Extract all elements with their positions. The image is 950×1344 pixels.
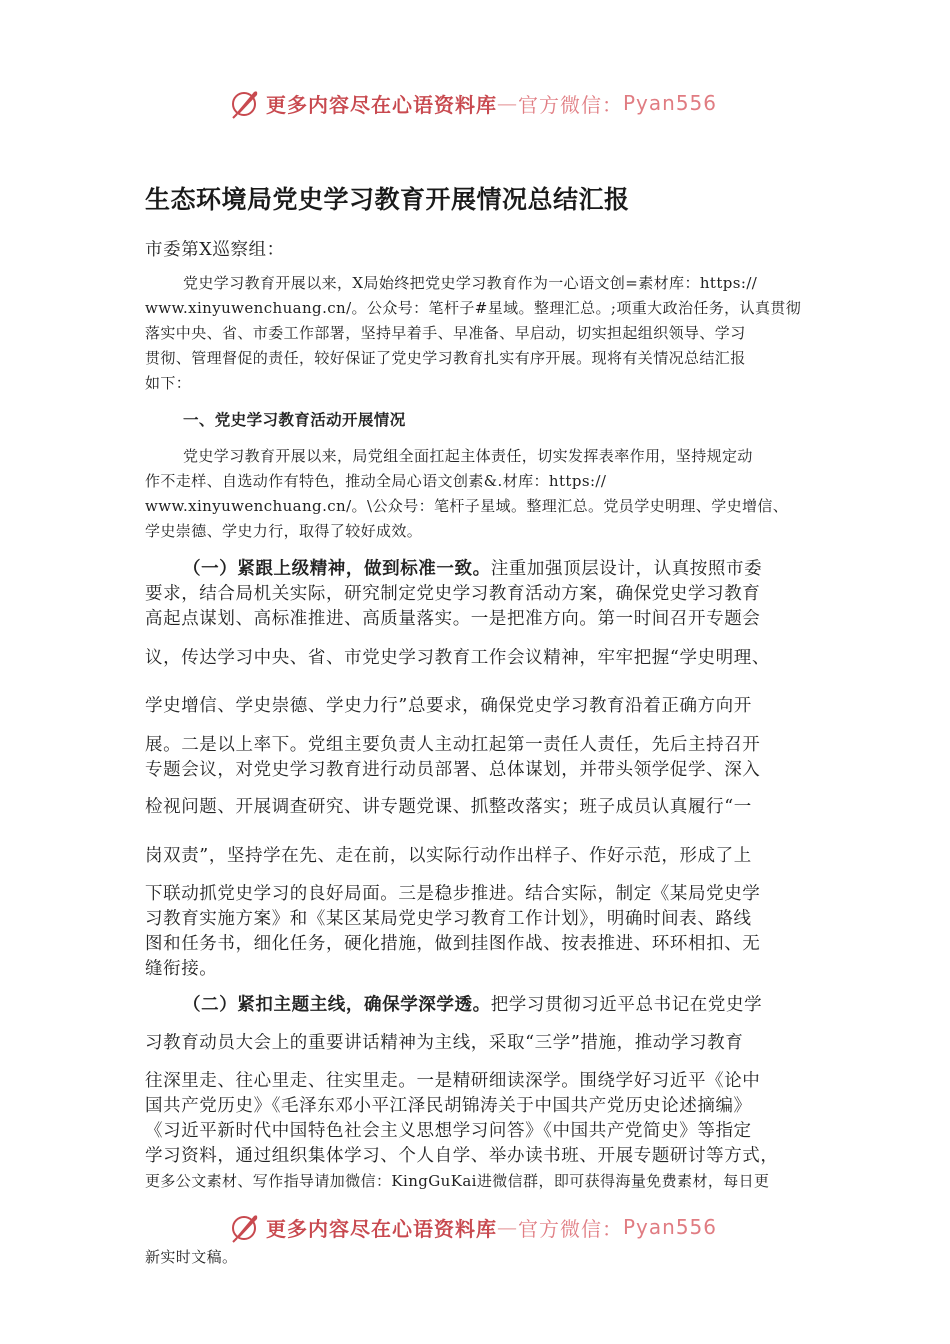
section1-intro-line: 学史崇德、学史力行，取得了较好成效。: [145, 522, 423, 540]
part1-line: 专题会议，对党史学习教育进行动员部署、总体谋划，并带头领学促学、深入: [145, 760, 761, 780]
intro-line: 党史学习教育开展以来，X局始终把党史学习教育作为一心语文创=素材库：https://: [183, 274, 758, 292]
salutation: 市委第X巡察组：: [145, 240, 285, 260]
banner-wechat-label: 官方微信：: [518, 1216, 623, 1241]
part1-line: 议，传达学习中央、省、市党史学习教育工作会议精神，牢牢把握“学史明理、: [145, 648, 770, 668]
part1-line: 缝衔接。: [145, 959, 218, 979]
banner-main-text: 更多内容尽在心语资料库: [266, 92, 497, 117]
intro-line: 贯彻、管理督促的责任，较好保证了党史学习教育扎实有序开展。现将有关情况总结汇报: [145, 349, 746, 367]
banner-main-text: 更多内容尽在心语资料库: [266, 1216, 497, 1241]
section-heading: 一、党史学习教育活动开展情况: [183, 411, 406, 429]
part2-lead: （二）紧扣主题主线，确保学深学透。: [183, 995, 491, 1015]
section1-intro-line: 作不走样、自选动作有特色，推动全局心语文创素&.材库：https://: [145, 472, 607, 490]
part2-line: 学习资料，通过组织集体学习、个人自学、举办读书班、开展专题研讨等方式，: [145, 1146, 779, 1166]
section1-intro-line: 党史学习教育开展以来，局党组全面扛起主体责任，切实发挥表率作用，坚持规定动: [183, 447, 753, 465]
intro-line: 落实中央、省、市委工作部署，坚持早着手、早准备、早启动，切实担起组织领导、学习: [145, 324, 746, 342]
quill-logo-icon: [228, 1210, 262, 1244]
banner-wechat-id: Pyan556: [623, 1215, 718, 1239]
part1-line: 下联动抓党史学习的良好局面。三是稳步推进。结合实际，制定《某局党史学: [145, 884, 761, 904]
part1-lead: （一）紧跟上级精神，做到标准一致。: [183, 559, 491, 579]
intro-line: 如下：: [145, 374, 192, 392]
part2-line: 习教育动员大会上的重要讲话精神为主线，采取“三学”措施，推动学习教育: [145, 1033, 744, 1053]
part2-line: 往深里走、往心里走、往实里走。一是精研细读深学。围绕学好习近平《论中: [145, 1071, 761, 1091]
part2-first-rest: 把学习贯彻习近平总书记在党史学: [490, 995, 763, 1015]
banner-wechat-label: 官方微信：: [518, 92, 623, 117]
banner-separator: —: [497, 91, 518, 115]
quill-logo-icon: [228, 86, 262, 120]
footer-promo-continuation: 新实时文稿。: [145, 1248, 238, 1266]
part1-line: 岗双责”，坚持学在先、走在前，以实际行动作出样子、作好示范，形成了上: [145, 846, 752, 866]
part1-first-line: [183, 555, 762, 580]
part1-line: 高起点谋划、高标准推进、高质量落实。一是把准方向。第一时间召开专题会: [145, 609, 761, 629]
part1-line: 图和任务书，细化任务，硬化措施，做到挂图作战、按表推进、环环相扣、无: [145, 934, 761, 954]
document-title: 生态环境局党史学习教育开展情况总结汇报: [145, 185, 630, 214]
intro-line: www.xinyuwenchuang.cn/。公众号：笔杆子#星域。整理汇总。;项重大政治任务，认真贯彻: [145, 299, 802, 317]
part2-first-line: [183, 991, 762, 1016]
part2-line: 《习近平新时代中国特色社会主义思想学习问答》《中国共产党简史》等指定: [145, 1121, 752, 1141]
part1-line: 学史增信、学史崇德、学史力行”总要求，确保党史学习教育沿着正确方向开: [145, 696, 752, 716]
banner-separator: —: [497, 1215, 518, 1239]
part1-line: 要求，结合局机关实际，研究制定党史学习教育活动方案，确保党史学习教育: [145, 584, 761, 604]
top-banner: [228, 86, 717, 120]
part1-line: 展。二是以上率下。党组主要负责人主动扛起第一责任人责任，先后主持召开: [145, 735, 761, 755]
banner-wechat-id: Pyan556: [623, 91, 718, 115]
part1-first-rest: 注重加强顶层设计，认真按照市委: [490, 559, 763, 579]
part1-line: 检视问题、开展调查研究、讲专题党课、抓整改落实；班子成员认真履行“一: [145, 797, 752, 817]
bottom-banner: [228, 1210, 717, 1244]
part2-line: 国共产党历史》《毛泽东邓小平江泽民胡锦涛关于中国共产党历史论述摘编》: [145, 1096, 752, 1116]
part1-line: 习教育实施方案》和《某区某局党史学习教育工作计划》，明确时间表、路线: [145, 909, 752, 929]
footer-promo-line: 更多公文素材、写作指导请加微信：KingGuKai进微信群，即可获得海量免费素材，每日更: [145, 1172, 770, 1190]
section1-intro-line: www.xinyuwenchuang.cn/。\公众号：笔杆子星域。整理汇总。党员学史明理、学史增信、: [145, 497, 789, 515]
